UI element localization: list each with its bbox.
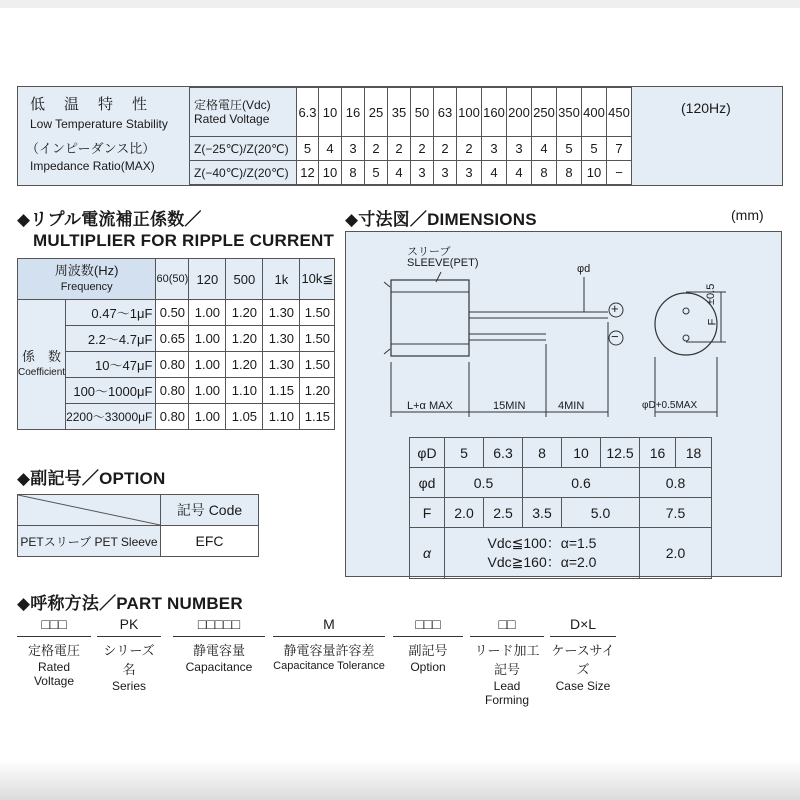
phiD-cell: 10 xyxy=(562,438,601,468)
voltage-cell: 100 xyxy=(457,88,482,137)
ratio-cell: 4 xyxy=(482,161,507,185)
dimension-table xyxy=(409,437,712,579)
table-row xyxy=(18,378,335,404)
freq-cell: 60(50) xyxy=(156,259,189,300)
multiplier-cell: 0.80 xyxy=(156,404,189,430)
multiplier-cell: 1.00 xyxy=(189,352,226,378)
option-corner-cell xyxy=(18,495,161,526)
table-row xyxy=(18,404,335,430)
multiplier-cell: 1.20 xyxy=(226,326,263,352)
phiD-label: φD xyxy=(410,438,445,468)
ratio-cell: 5 xyxy=(557,137,582,161)
voltage-cell: 450 xyxy=(607,88,632,137)
multiplier-cell: 0.80 xyxy=(156,352,189,378)
ratio-cell: 7 xyxy=(607,137,632,161)
ratio-cell: 4 xyxy=(388,161,411,185)
phiD-cell: 8 xyxy=(523,438,562,468)
top-strip xyxy=(0,0,800,8)
voltage-cell: 200 xyxy=(507,88,532,137)
ratio-cell: 8 xyxy=(557,161,582,185)
voltage-cell: 160 xyxy=(482,88,507,137)
dim-4-label: 4MIN xyxy=(558,400,585,412)
unit-label: (mm) xyxy=(731,207,764,223)
end-view-lead xyxy=(683,335,689,341)
multiplier-cell: 1.30 xyxy=(263,352,300,378)
multiplier-cell: 1.10 xyxy=(226,378,263,404)
dim-15-label: 15MIN xyxy=(493,400,526,412)
phiD-cell: 6.3 xyxy=(484,438,523,468)
low-temp-title-jp: 低 温 特 性 xyxy=(30,96,150,113)
frequency-header: 周波数(Hz) Frequency xyxy=(18,259,156,300)
ratio-cell: − xyxy=(607,161,632,185)
sleeve-edge xyxy=(384,282,390,354)
voltage-cell: 63 xyxy=(434,88,457,137)
multiplier-cell: 1.10 xyxy=(263,404,300,430)
multiplier-cell: 0.50 xyxy=(156,300,189,326)
coefficient-label: 係 数 Coefficient xyxy=(18,300,66,430)
table-row xyxy=(18,495,259,526)
freq-cell: 10k≦ xyxy=(300,259,335,300)
ratio-cell: 10 xyxy=(582,161,607,185)
multiplier-cell: 1.20 xyxy=(226,300,263,326)
dim-l-label: L+α MAX xyxy=(407,400,453,412)
f-cell: 2.5 xyxy=(484,498,523,528)
ratio-label: Z(−25℃)/Z(20℃) xyxy=(190,137,297,161)
voltage-cell: 10 xyxy=(319,88,342,137)
ratio-cell: 5 xyxy=(582,137,607,161)
ratio-cell: 2 xyxy=(365,137,388,161)
f-cell: 5.0 xyxy=(562,498,640,528)
voltage-cell: 400 xyxy=(582,88,607,137)
alpha-row-label: α xyxy=(410,528,445,579)
capacitance-range: 2.2〜4.7μF xyxy=(66,326,156,352)
dim-phid-label: φD+0.5MAX xyxy=(642,400,698,411)
voltage-cell: 50 xyxy=(411,88,434,137)
option-title: ◆副記号／OPTION xyxy=(17,469,166,488)
phid-cell: 0.6 xyxy=(523,468,640,498)
table-row xyxy=(190,88,632,137)
ratio-cell: 3 xyxy=(434,161,457,185)
voltage-cell: 35 xyxy=(388,88,411,137)
multiplier-cell: 1.30 xyxy=(263,300,300,326)
ratio-cell: 2 xyxy=(388,137,411,161)
multiplier-cell: 1.15 xyxy=(263,378,300,404)
frequency-note: (120Hz) xyxy=(681,100,731,116)
multiplier-cell: 1.15 xyxy=(300,404,335,430)
ratio-cell: 2 xyxy=(457,137,482,161)
ratio-cell: 5 xyxy=(297,137,319,161)
freq-cell: 500 xyxy=(226,259,263,300)
phid-row-label: φd xyxy=(410,468,445,498)
dimensions-title: ◆寸法図／DIMENSIONS xyxy=(345,210,537,229)
part-col-capacitance: □□□□□ 静電容量 Capacitance xyxy=(173,616,265,674)
ratio-cell: 8 xyxy=(532,161,557,185)
multiplier-cell: 1.00 xyxy=(189,378,226,404)
phiD-cell: 18 xyxy=(676,438,712,468)
multiplier-cell: 1.00 xyxy=(189,300,226,326)
low-temp-sub-jp: （インピーダンス比） xyxy=(26,141,156,156)
ripple-title-en: MULTIPLIER FOR RIPPLE CURRENT xyxy=(33,231,335,250)
table-row xyxy=(410,498,712,528)
capacitor-body xyxy=(391,280,469,356)
f-label: F xyxy=(706,318,719,326)
option-table xyxy=(17,494,259,557)
voltage-cell: 250 xyxy=(532,88,557,137)
voltage-cell: 6.3 xyxy=(297,88,319,137)
ratio-label: Z(−40℃)/Z(20℃) xyxy=(190,161,297,185)
phiD-cell: 5 xyxy=(445,438,484,468)
capacitance-range: 0.47〜1μF xyxy=(66,300,156,326)
ratio-cell: 2 xyxy=(434,137,457,161)
multiplier-cell: 1.00 xyxy=(189,404,226,430)
multiplier-cell: 1.05 xyxy=(226,404,263,430)
f-cell: 2.0 xyxy=(445,498,484,528)
voltage-cell: 350 xyxy=(557,88,582,137)
voltage-label: 定格電圧(Vdc) Rated Voltage xyxy=(190,88,297,137)
multiplier-cell: 1.50 xyxy=(300,326,335,352)
ratio-cell: 3 xyxy=(482,137,507,161)
ratio-cell: 3 xyxy=(457,161,482,185)
plus-label: + xyxy=(611,301,619,316)
table-row xyxy=(18,326,335,352)
table-row xyxy=(18,259,335,300)
option-label: PETスリーブ PET Sleeve xyxy=(18,526,161,557)
table-row xyxy=(190,161,632,185)
multiplier-cell: 1.50 xyxy=(300,352,335,378)
f-cell: 3.5 xyxy=(523,498,562,528)
part-col-lead-forming: □□ リード加工記号 Lead Forming xyxy=(470,616,544,707)
capacitance-range: 100〜1000μF xyxy=(66,378,156,404)
ratio-cell: 2 xyxy=(411,137,434,161)
code-header: 記号 Code xyxy=(161,495,259,526)
table-row xyxy=(190,137,632,161)
alpha-cell-right: 2.0 xyxy=(640,528,712,579)
table-row xyxy=(410,438,712,468)
ratio-cell: 4 xyxy=(532,137,557,161)
low-temp-title-en: Low Temperature Stability xyxy=(30,117,168,131)
f-row-label: F xyxy=(410,498,445,528)
phid-cell: 0.8 xyxy=(640,468,712,498)
bottom-band xyxy=(0,760,800,800)
low-temp-heading xyxy=(18,87,188,185)
diagonal-line xyxy=(18,495,160,525)
part-col-case-size: D×L ケースサイズ Case Size xyxy=(551,616,615,693)
ratio-cell: 5 xyxy=(365,161,388,185)
table-row xyxy=(18,352,335,378)
minus-label: − xyxy=(611,329,619,344)
low-temp-table xyxy=(189,87,632,185)
phid-cell: 0.5 xyxy=(445,468,523,498)
table-row xyxy=(410,468,712,498)
ratio-cell: 8 xyxy=(342,161,365,185)
ripple-title-jp: ◆リプル電流補正係数／ xyxy=(17,210,202,229)
tolerance-label: ±0.5 xyxy=(705,283,717,305)
part-col-option: □□□ 副記号 Option xyxy=(393,616,463,674)
alpha-cell: Vdc≦100：α=1.5 Vdc≧160：α=2.0 xyxy=(445,528,640,579)
freq-cell: 1k xyxy=(263,259,300,300)
phiD-cell: 16 xyxy=(640,438,676,468)
table-row xyxy=(410,528,712,579)
capacitance-range: 10〜47μF xyxy=(66,352,156,378)
part-col-series: PK シリーズ名 Series xyxy=(97,616,161,693)
f-cell: 7.5 xyxy=(640,498,712,528)
sleeve-en: SLEEVE(PET) xyxy=(407,257,479,269)
part-number-title: ◆呼称方法／PART NUMBER xyxy=(17,594,243,613)
sleeve-jp: スリーブ xyxy=(407,246,451,258)
capacitance-range: 2200〜33000μF xyxy=(66,404,156,430)
option-code: EFC xyxy=(161,526,259,557)
phiD-cell: 12.5 xyxy=(601,438,640,468)
end-view-lead xyxy=(683,308,689,314)
low-temp-sub-en: Impedance Ratio(MAX) xyxy=(30,159,155,173)
part-col-rated-voltage: □□□ 定格電圧 Rated Voltage xyxy=(17,616,91,688)
ratio-cell: 4 xyxy=(319,137,342,161)
multiplier-cell: 0.80 xyxy=(156,378,189,404)
multiplier-cell: 1.20 xyxy=(226,352,263,378)
part-col-tolerance: M 静電容量許容差 Capacitance Tolerance xyxy=(273,616,385,672)
ratio-cell: 4 xyxy=(507,161,532,185)
multiplier-cell: 1.00 xyxy=(189,326,226,352)
multiplier-cell: 1.50 xyxy=(300,300,335,326)
multiplier-cell: 1.20 xyxy=(300,378,335,404)
table-row xyxy=(18,526,259,557)
ratio-cell: 10 xyxy=(319,161,342,185)
freq-cell: 120 xyxy=(189,259,226,300)
multiplier-cell: 0.65 xyxy=(156,326,189,352)
phid-label: φd xyxy=(577,263,591,275)
multiplier-cell: 1.30 xyxy=(263,326,300,352)
ratio-cell: 12 xyxy=(297,161,319,185)
voltage-cell: 25 xyxy=(365,88,388,137)
ratio-cell: 3 xyxy=(342,137,365,161)
ratio-cell: 3 xyxy=(507,137,532,161)
ripple-table xyxy=(17,258,335,430)
table-row xyxy=(18,300,335,326)
voltage-cell: 16 xyxy=(342,88,365,137)
ratio-cell: 3 xyxy=(411,161,434,185)
